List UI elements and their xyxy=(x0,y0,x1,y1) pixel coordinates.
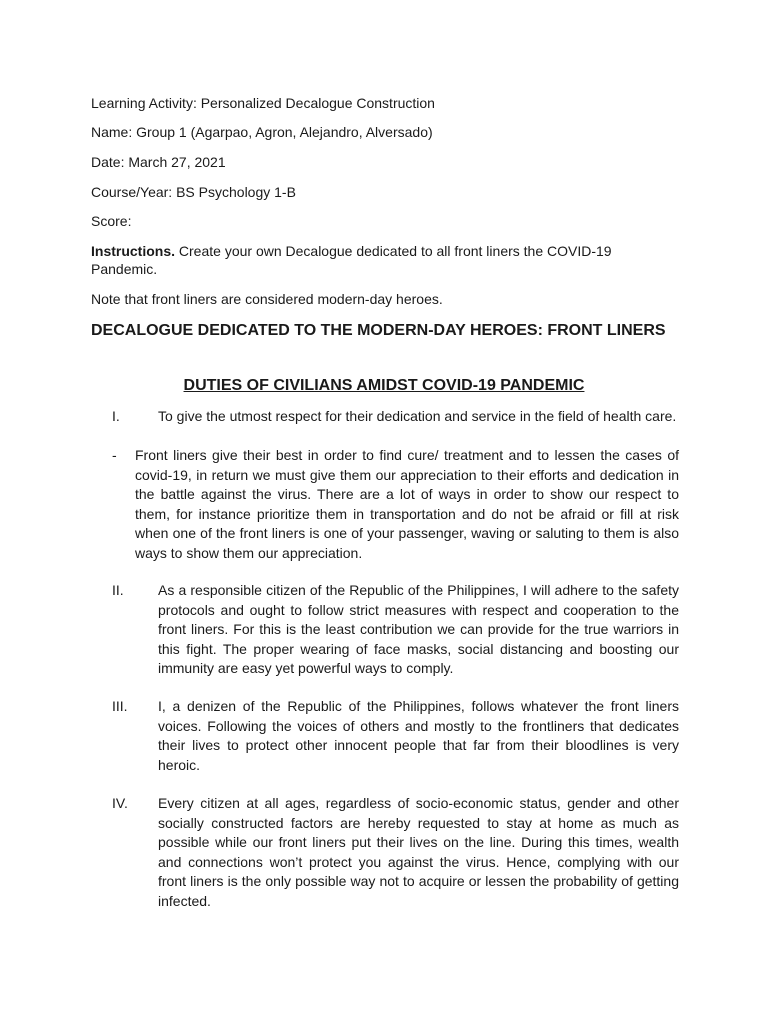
course-line: Course/Year: BS Psychology 1-B xyxy=(91,184,296,200)
date-line: Date: March 27, 2021 xyxy=(91,154,226,170)
score-line: Score: xyxy=(91,213,132,229)
section-subtitle: DUTIES OF CIVILIANS AMIDST COVID-19 PANDEMIC xyxy=(183,377,585,394)
item-sub-text: Front liners give their best in order to find cure/ treatment and to lessen the cases of covid-19, in return we must give them our appreciation to their efforts and dedication in the battle against the virus. There are a lot of ways in order to show our respect to them, for instance prioritize them in transportation and do not be afraid or fill at risk when one of the front liners is one of your passenger, waving or saluting to them is also ways to show them our appreciation. xyxy=(135,447,679,561)
item-text: I, a denizen of the Republic of the Philippines, follows whatever the front liners voices. Following the voices of others and mostly to the frontliners that dedicates their lives to protect other innocent people that far from their bloodlines is very heroic. xyxy=(158,698,679,773)
instructions-label: Instructions. xyxy=(91,243,176,259)
instructions-note: Note that front liners are considered modern-day heroes. xyxy=(91,291,443,307)
document-title: DECALOGUE DEDICATED TO THE MODERN-DAY HEROES: FRONT LINERS xyxy=(91,322,666,339)
item-number: I. xyxy=(112,408,120,424)
item-number: IV. xyxy=(112,795,128,811)
item-text: To give the utmost respect for their dedication and service in the field of health care. xyxy=(158,408,677,424)
activity-line: Learning Activity: Personalized Decalogue Construction xyxy=(91,95,435,111)
item-number: III. xyxy=(112,698,128,714)
name-line: Name: Group 1 (Agarpao, Agron, Alejandro, Alversado) xyxy=(91,124,433,140)
item-number: II. xyxy=(112,582,124,598)
instructions-text: Create your own Decalogue dedicated to all front liners the COVID-19 Pandemic. xyxy=(91,243,612,277)
instructions-paragraph xyxy=(91,242,681,278)
item-text: As a responsible citizen of the Republic of the Philippines, I will adhere to the safety protocols and ought to follow strict measures with respect and cooperation to the front liners. For this is the least contribution we can provide for the true warriors in this fight. The proper wearing of face masks, social distancing and boosting our immunity are easy yet powerful ways to comply. xyxy=(158,582,679,676)
item-sub-marker: - xyxy=(112,447,117,463)
item-text: Every citizen at all ages, regardless of socio-economic status, gender and other socially constructed factors are hereby requested to stay at home as much as possible while our front liners put their lives on the line. During this times, wealth and connections won’t protect you against the virus. Hence, complying with our front liners is the only possible way not to acquire or lessen the probability of getting infected. xyxy=(158,795,679,909)
